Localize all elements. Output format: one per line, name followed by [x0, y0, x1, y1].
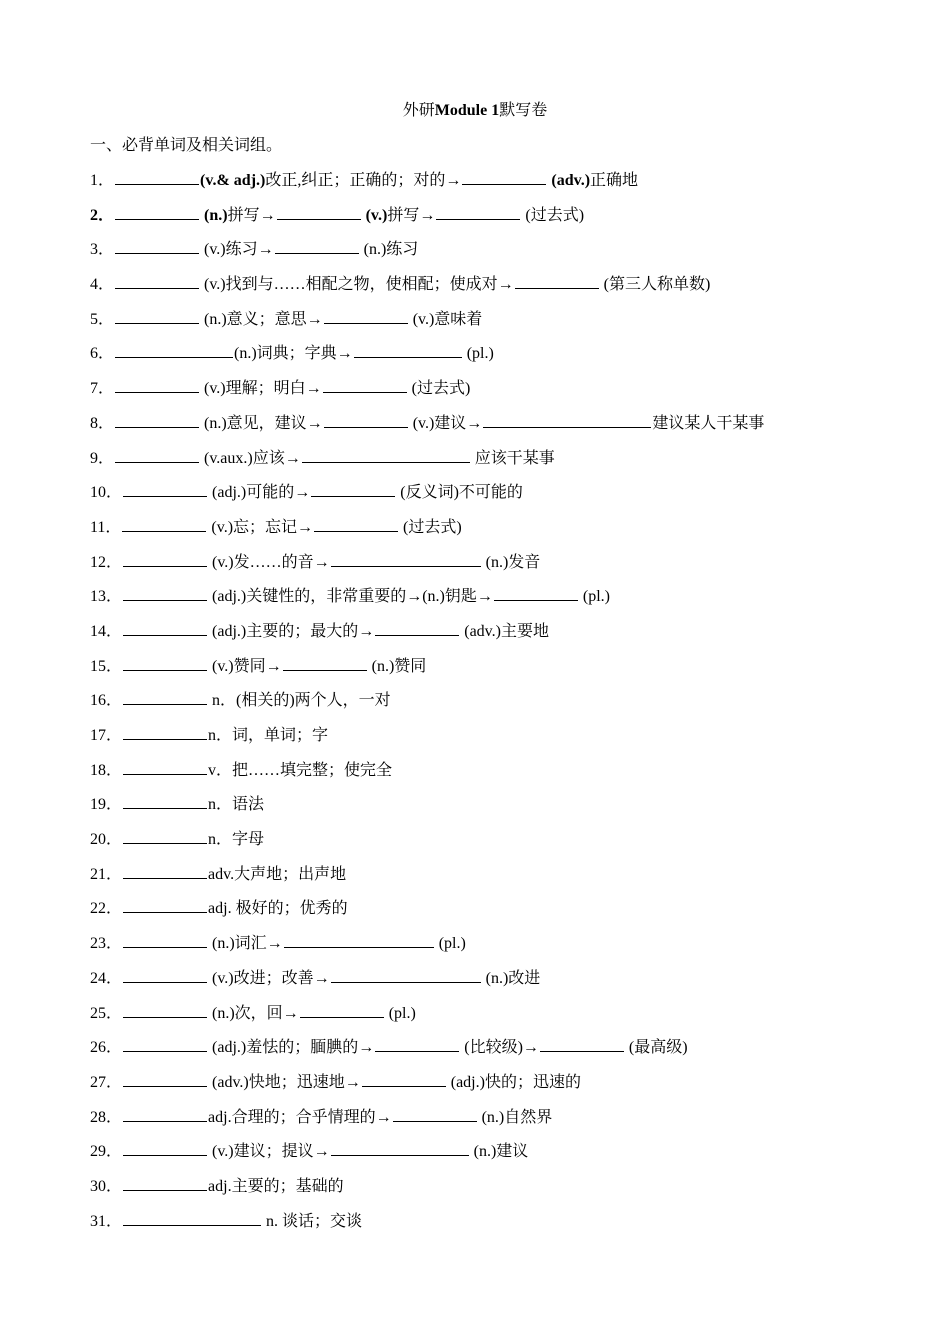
answer-blank[interactable] — [123, 1176, 207, 1191]
answer-blank[interactable] — [393, 1107, 477, 1122]
item-text: (v.)理解；明白→ — [200, 380, 322, 398]
item-number: 28． — [90, 1108, 123, 1126]
vocab-item — [90, 621, 920, 656]
item-number: 10． — [90, 484, 123, 502]
item-number: 1． — [90, 172, 115, 189]
item-text: (pl.) — [578, 588, 610, 606]
item-text: (v.& adj.) — [200, 172, 266, 189]
item-number: 5． — [90, 310, 115, 328]
answer-blank[interactable] — [324, 413, 408, 428]
item-text: (第三人称单数) — [599, 276, 711, 294]
item-number: 13． — [90, 588, 123, 606]
item-text: (adj.)可能的→ — [208, 484, 311, 502]
answer-blank[interactable] — [375, 1037, 459, 1052]
answer-blank[interactable] — [331, 1141, 469, 1156]
answer-blank[interactable] — [302, 448, 470, 463]
item-number: 19． — [90, 796, 123, 814]
answer-blank[interactable] — [115, 413, 199, 428]
answer-blank[interactable] — [115, 170, 199, 185]
item-number: 12． — [90, 553, 123, 571]
answer-blank[interactable] — [123, 690, 207, 705]
vocab-item — [90, 205, 920, 240]
item-number: 4． — [90, 276, 115, 294]
item-text: (adv.) — [547, 172, 591, 189]
item-text: (n.)意义；意思→ — [200, 310, 323, 328]
item-number: 11． — [90, 518, 122, 536]
item-number: 21． — [90, 865, 123, 883]
item-text: 拼写→ — [227, 206, 276, 224]
answer-blank[interactable] — [436, 205, 520, 220]
item-text: (v.)改进；改善→ — [208, 969, 330, 987]
item-text: (n.)发音 — [481, 553, 541, 571]
item-number: 20． — [90, 831, 123, 849]
vocab-item — [90, 170, 920, 205]
title-prefix: 外研 — [402, 102, 435, 119]
vocab-item — [90, 690, 920, 725]
answer-blank[interactable] — [515, 274, 599, 289]
item-text: adv.大声地；出声地 — [208, 865, 347, 883]
answer-blank[interactable] — [115, 448, 199, 463]
item-text: (比较级)→ — [460, 1039, 539, 1057]
answer-blank[interactable] — [123, 933, 207, 948]
vocab-item — [90, 482, 920, 517]
answer-blank[interactable] — [323, 378, 407, 393]
item-number: 2． — [90, 206, 115, 224]
item-number: 22． — [90, 900, 123, 918]
answer-blank[interactable] — [123, 1037, 207, 1052]
item-text: adj. 极好的；优秀的 — [208, 900, 348, 918]
item-number: 29． — [90, 1143, 123, 1161]
item-text: (v.)建议→ — [408, 414, 483, 432]
item-text: (adj.)快的；迅速的 — [446, 1073, 581, 1091]
vocab-item — [90, 864, 920, 899]
vocab-item — [90, 552, 920, 587]
answer-blank[interactable] — [123, 1107, 207, 1122]
item-text: (v.)练习→ — [200, 241, 274, 259]
item-number: 30． — [90, 1177, 123, 1195]
item-number: 18． — [90, 761, 123, 779]
item-text: (adv.)主要地 — [460, 622, 549, 640]
answer-blank[interactable] — [123, 552, 207, 567]
item-text: 应该干某事 — [470, 449, 555, 467]
item-text: v．把……填完整；使完全 — [208, 761, 393, 779]
item-text: (反义词)不可能的 — [396, 484, 523, 502]
item-text: (adv.)快地；迅速地→ — [208, 1073, 361, 1091]
item-text: (n.)赞同 — [367, 657, 427, 675]
answer-blank[interactable] — [115, 378, 199, 393]
item-number: 14． — [90, 622, 123, 640]
answer-blank[interactable] — [540, 1037, 624, 1052]
item-text: n. 谈话；交谈 — [262, 1212, 363, 1230]
vocabulary-list — [90, 170, 920, 1245]
vocab-item — [90, 725, 920, 760]
vocab-item — [90, 933, 920, 968]
item-text: 改正,纠正；正确的；对的→ — [265, 172, 462, 189]
item-text: (pl.) — [384, 1004, 416, 1022]
answer-blank[interactable] — [123, 760, 207, 775]
answer-blank[interactable] — [123, 656, 207, 671]
item-text: (n.)意见，建议→ — [200, 414, 323, 432]
item-text: n．词，单词；字 — [208, 727, 329, 744]
answer-blank[interactable] — [314, 517, 398, 532]
answer-blank[interactable] — [123, 1211, 261, 1226]
item-text: (v.)意味着 — [408, 310, 483, 328]
item-text: (n.)练习 — [359, 241, 419, 259]
answer-blank[interactable] — [122, 517, 206, 532]
vocab-item — [90, 656, 920, 691]
answer-blank[interactable] — [123, 794, 207, 809]
item-text: 建议某人干某事 — [652, 414, 765, 432]
vocab-item — [90, 829, 920, 864]
answer-blank[interactable] — [362, 1072, 446, 1087]
item-text: (v.)发……的音→ — [208, 553, 330, 571]
answer-blank[interactable] — [331, 552, 481, 567]
answer-blank[interactable] — [123, 1141, 207, 1156]
item-text: (adj.)关键性的，非常重要的→(n.)钥匙→ — [208, 588, 493, 606]
vocab-item — [90, 898, 920, 933]
item-text: (n.)改进 — [481, 969, 541, 987]
page-title — [0, 100, 950, 122]
answer-blank[interactable] — [123, 621, 207, 636]
item-number: 24． — [90, 969, 123, 987]
answer-blank[interactable] — [123, 898, 207, 913]
item-text: (adj.)羞怯的；腼腆的→ — [208, 1039, 375, 1057]
item-text: (n.)次，回→ — [208, 1004, 299, 1022]
vocab-item — [90, 586, 920, 621]
answer-blank[interactable] — [324, 309, 408, 324]
answer-blank[interactable] — [115, 274, 199, 289]
answer-blank[interactable] — [123, 968, 207, 983]
vocab-item — [90, 448, 920, 483]
item-number: 25． — [90, 1004, 123, 1022]
item-text: (最高级) — [624, 1039, 688, 1057]
item-number: 16． — [90, 692, 123, 710]
item-text: (n.)词汇→ — [208, 935, 283, 953]
answer-blank[interactable] — [277, 205, 361, 220]
answer-blank[interactable] — [123, 1072, 207, 1087]
vocab-item — [90, 760, 920, 795]
section-heading: 一、必背单词及相关词组。 — [90, 137, 283, 154]
answer-blank[interactable] — [354, 343, 462, 358]
item-text: (pl.) — [434, 935, 466, 953]
item-text: (v.)赞同→ — [208, 657, 282, 675]
answer-blank[interactable] — [123, 482, 207, 497]
title-suffix: 默写卷 — [499, 102, 548, 119]
answer-blank[interactable] — [311, 482, 395, 497]
answer-blank[interactable] — [115, 343, 233, 358]
vocab-item — [90, 1176, 920, 1211]
answer-blank[interactable] — [494, 586, 578, 601]
vocab-item — [90, 378, 920, 413]
vocab-item — [90, 343, 920, 378]
item-text: n．语法 — [208, 796, 265, 814]
item-text: adj.主要的；基础的 — [208, 1177, 344, 1195]
answer-blank[interactable] — [123, 725, 207, 740]
vocab-item — [90, 274, 920, 309]
answer-blank[interactable] — [284, 933, 434, 948]
vocab-item — [90, 413, 920, 448]
item-number: 31． — [90, 1212, 123, 1230]
title-module: Module 1 — [434, 102, 500, 119]
item-number: 17． — [90, 727, 123, 744]
item-text: 拼写→ — [387, 206, 436, 224]
vocab-item — [90, 1141, 920, 1176]
item-text: n．字母 — [208, 831, 265, 849]
item-number: 23． — [90, 935, 123, 953]
answer-blank[interactable] — [123, 1003, 207, 1018]
item-text: (n.)建议 — [469, 1143, 529, 1161]
vocab-item — [90, 239, 920, 274]
item-number: 26． — [90, 1039, 123, 1057]
item-text: (v.)忘；忘记→ — [207, 518, 314, 536]
item-number: 3． — [90, 241, 115, 259]
vocab-item — [90, 1037, 920, 1072]
item-text: (v.) — [361, 206, 388, 224]
vocab-item — [90, 517, 920, 552]
answer-blank[interactable] — [115, 309, 199, 324]
item-number: 8． — [90, 414, 115, 432]
answer-blank[interactable] — [331, 968, 481, 983]
answer-blank[interactable] — [275, 239, 359, 254]
item-text: (v.aux.)应该→ — [200, 449, 301, 467]
item-number: 9． — [90, 449, 115, 467]
item-text: (v.)找到与……相配之物，使相配；使成对→ — [200, 276, 514, 294]
answer-blank[interactable] — [123, 586, 207, 601]
item-text: (过去式) — [399, 518, 462, 536]
vocab-item — [90, 1107, 920, 1142]
answer-blank[interactable] — [375, 621, 459, 636]
item-number: 7． — [90, 380, 115, 398]
vocab-item — [90, 1211, 920, 1246]
vocab-item — [90, 794, 920, 829]
item-number: 15． — [90, 657, 123, 675]
item-text: (n.)自然界 — [477, 1108, 553, 1126]
item-number: 27． — [90, 1073, 123, 1091]
item-text: (过去式) — [521, 206, 585, 224]
item-text: (n.)词典；字典→ — [234, 345, 353, 363]
vocab-item — [90, 968, 920, 1003]
answer-blank[interactable] — [462, 170, 546, 185]
answer-blank[interactable] — [483, 413, 651, 428]
vocab-item — [90, 1072, 920, 1107]
item-number: 6． — [90, 345, 115, 363]
item-text: (过去式) — [407, 380, 471, 398]
item-text: adj.合理的；合乎情理的→ — [208, 1108, 392, 1126]
item-text: 正确地 — [590, 172, 639, 189]
answer-blank[interactable] — [123, 864, 207, 879]
item-text: (adj.)主要的；最大的→ — [208, 622, 375, 640]
answer-blank[interactable] — [115, 239, 199, 254]
item-text: (v.)建议；提议→ — [208, 1143, 330, 1161]
item-text: n．(相关的)两个人，一对 — [208, 692, 391, 710]
answer-blank[interactable] — [115, 205, 199, 220]
answer-blank[interactable] — [283, 656, 367, 671]
vocab-item — [90, 1003, 920, 1038]
answer-blank[interactable] — [300, 1003, 384, 1018]
item-text: (n.) — [200, 206, 228, 224]
item-text: (pl.) — [462, 345, 494, 363]
answer-blank[interactable] — [123, 829, 207, 844]
vocab-item — [90, 309, 920, 344]
